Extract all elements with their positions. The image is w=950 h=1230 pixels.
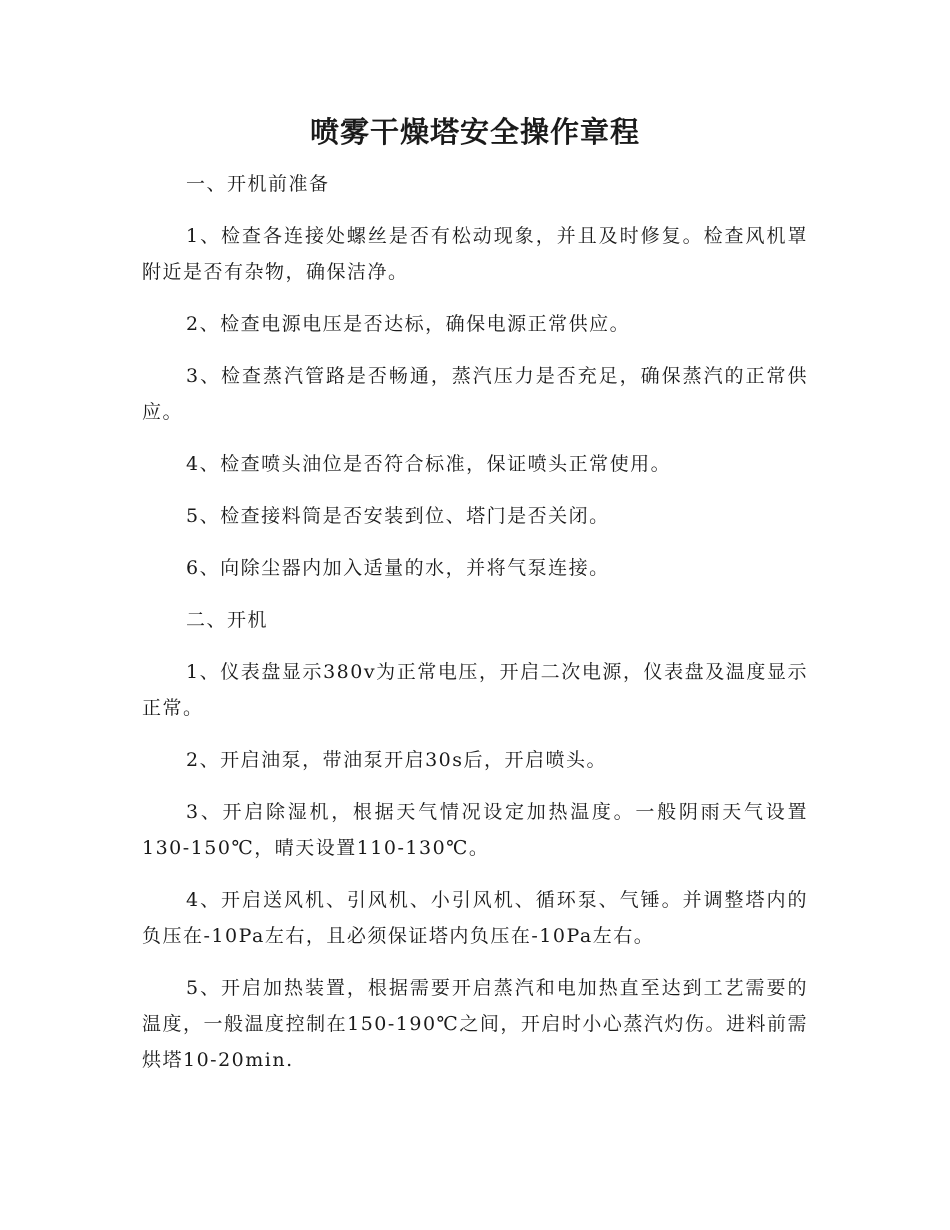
paragraph: 4、检查喷头油位是否符合标准，保证喷头正常使用。	[186, 453, 672, 475]
paragraph: 3、检查蒸汽管路是否畅通，蒸汽压力是否充足，确保蒸汽的正常供应。	[142, 365, 808, 423]
paragraph: 5、检查接料筒是否安装到位、塔门是否关闭。	[186, 505, 610, 527]
section-heading-preparation: 一、开机前准备	[186, 173, 330, 195]
paragraph: 6、向除尘器内加入适量的水，并将气泵连接。	[186, 557, 610, 579]
document-title: 喷雾干燥塔安全操作章程	[309, 115, 640, 149]
paragraph: 1、仪表盘显示380v为正常电压，开启二次电源，仪表盘及温度显示正常。	[142, 661, 808, 719]
paragraph: 1、检查各连接处螺丝是否有松动现象，并且及时修复。检查风机罩附近是否有杂物，确保洁净。	[142, 225, 808, 283]
paragraph: 3、开启除湿机，根据天气情况设定加热温度。一般阴雨天气设置130-150℃，晴天设置110-130℃。	[142, 801, 808, 859]
paragraph: 4、开启送风机、引风机、小引风机、循环泵、气锤。并调整塔内的负压在-10Pa左右，且必须保证塔内负压在-10Pa左右。	[142, 889, 808, 947]
paragraph: 5、开启加热装置，根据需要开启蒸汽和电加热直至达到工艺需要的温度，一般温度控制在150-190℃之间，开启时小心蒸汽灼伤。进料前需烘塔10-20min.	[142, 977, 808, 1071]
document-body	[142, 166, 808, 1094]
section-heading-startup: 二、开机	[186, 609, 269, 631]
paragraph: 2、开启油泵，带油泵开启30s后，开启喷头。	[186, 749, 608, 771]
paragraph: 2、检查电源电压是否达标，确保电源正常供应。	[186, 313, 631, 335]
